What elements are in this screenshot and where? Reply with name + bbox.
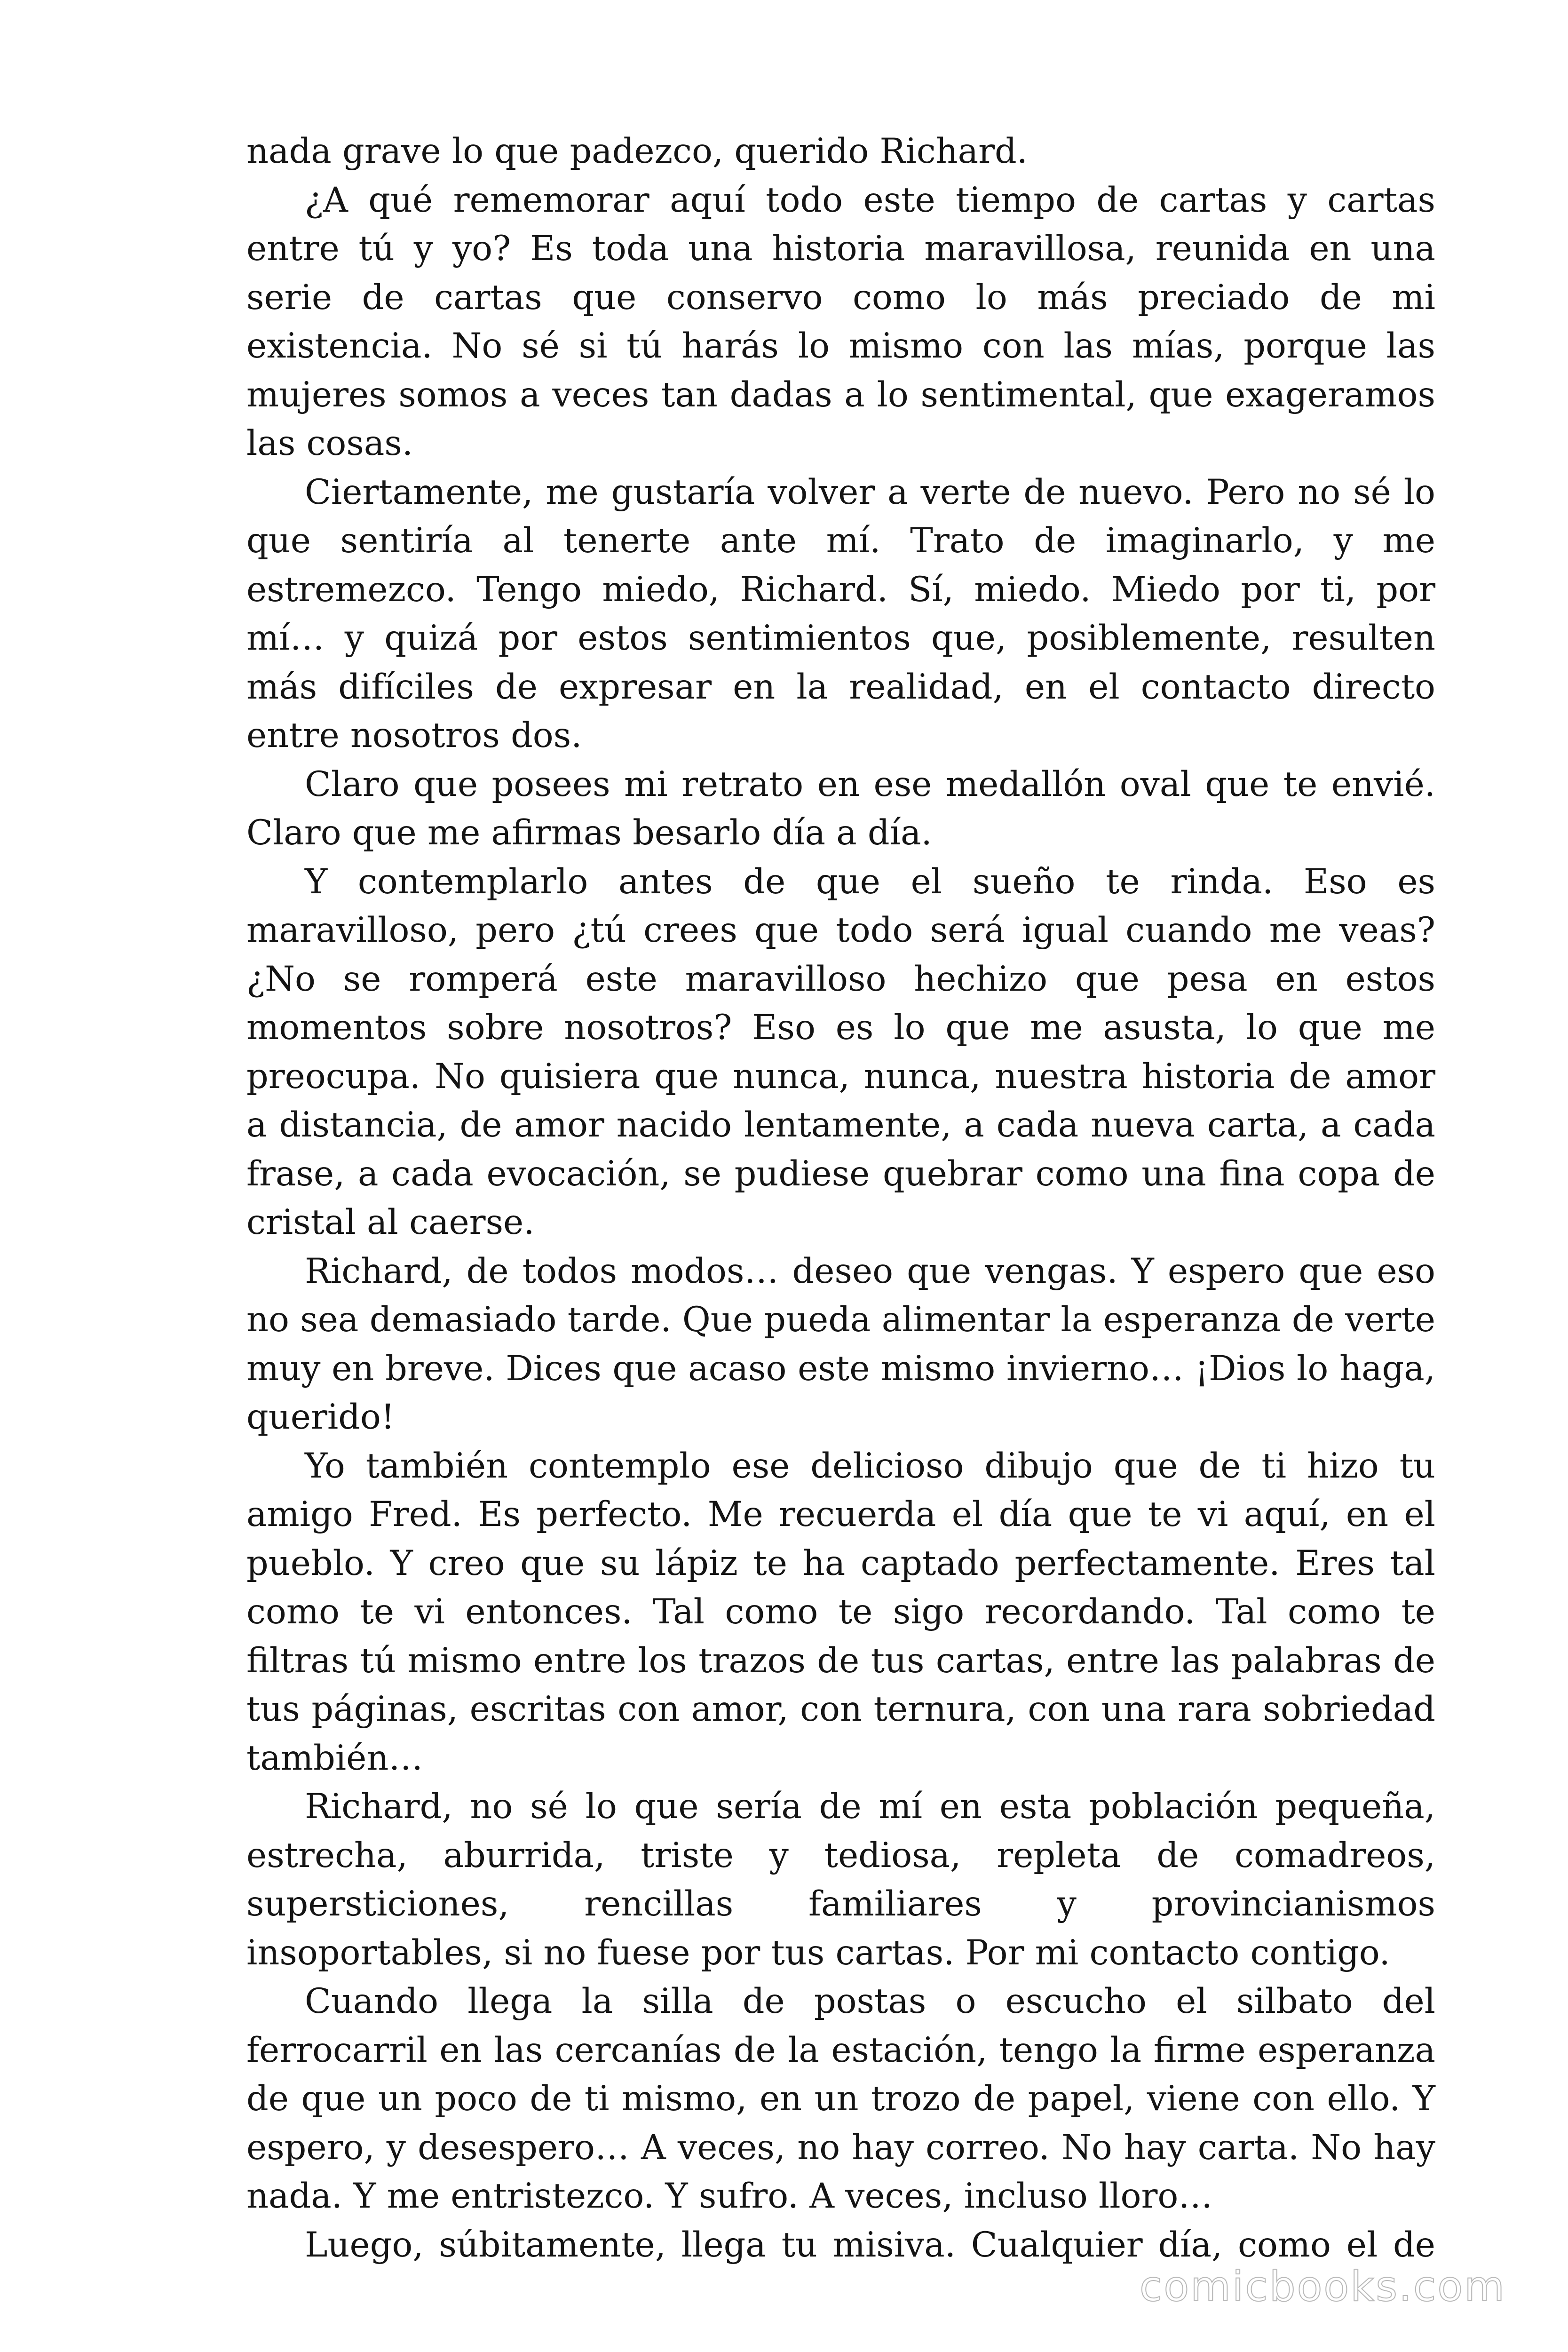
paragraph-6: Richard, de todos modos… deseo que vengas. Y espero que eso no sea demasiado tarde. Que pueda alimentar la esperanza de verte muy en breve. Dices que acaso este mismo invierno… ¡Dios lo haga, querido! <box>246 1251 1435 1437</box>
paragraph-3: Ciertamente, me gustaría volver a verte de nuevo. Pero no sé lo que sentiría al tenerte ante mí. Trato de imaginarlo, y me estremezco. Tengo miedo, Richard. Sí, miedo. Miedo por ti, por mí… y quizá por estos sentimientos que, posiblemente, resulten más difíciles de expresar en la realidad, en el contacto directo entre nosotros dos. <box>246 472 1435 755</box>
paragraph-4: Claro que posees mi retrato en ese medallón oval que te envié. Claro que me afirmas besarlo día a día. <box>246 764 1435 853</box>
paragraph-8: Richard, no sé lo que sería de mí en esta población pequeña, estrecha, aburrida, triste y tediosa, repleta de comadreos, supersticiones, rencillas familiares y provincianismos insoportables, si no fuese por tus cartas. Por mi contacto contigo. <box>246 1787 1435 1973</box>
paragraph-10: Luego, súbitamente, llega tu misiva. Cualquier día, como el de <box>305 2225 1435 2265</box>
paragraph-1: nada grave lo que padezco, querido Richard. <box>246 131 1028 171</box>
paragraph-9: Cuando llega la silla de postas o escucho el silbato del ferrocarril en las cercanías de la estación, tengo la firme esperanza de que un poco de ti mismo, en un trozo de papel, viene con ello. Y espero, y desespero… A veces, no hay correo. No hay carta. No hay nada. Y me entristezco. Y sufro. A veces, incluso lloro… <box>246 1981 1435 2216</box>
document-body <box>246 127 1435 2269</box>
paragraph-5: Y contemplarlo antes de que el sueño te rinda. Eso es maravilloso, pero ¿tú crees que todo será igual cuando me veas? ¿No se romperá este maravilloso hechizo que pesa en estos momentos sobre nosotros? Eso es lo que me asusta, lo que me preocupa. No quisiera que nunca, nunca, nuestra historia de amor a distancia, de amor nacido lentamente, a cada nueva carta, a cada frase, a cada evocación, se pudiese quebrar como una fina copa de cristal al caerse. <box>246 861 1435 1242</box>
watermark: comicbooks.com <box>1139 2262 1506 2311</box>
paragraph-2: ¿A qué rememorar aquí todo este tiempo de cartas y cartas entre tú y yo? Es toda una historia maravillosa, reunida en una serie de cartas que conservo como lo más preciado de mi existencia. No sé si tú harás lo mismo con las mías, porque las mujeres somos a veces tan dadas a lo sentimental, que exageramos las cosas. <box>246 180 1435 463</box>
paragraph-7: Yo también contemplo ese delicioso dibujo que de ti hizo tu amigo Fred. Es perfecto. Me recuerda el día que te vi aquí, en el pueblo. Y creo que su lápiz te ha captado perfectamente. Eres tal como te vi entonces. Tal como te sigo recordando. Tal como te filtras tú mismo entre los trazos de tus cartas, entre las palabras de tus páginas, escritas con amor, con ternura, con una rara sobriedad también… <box>246 1446 1435 1778</box>
